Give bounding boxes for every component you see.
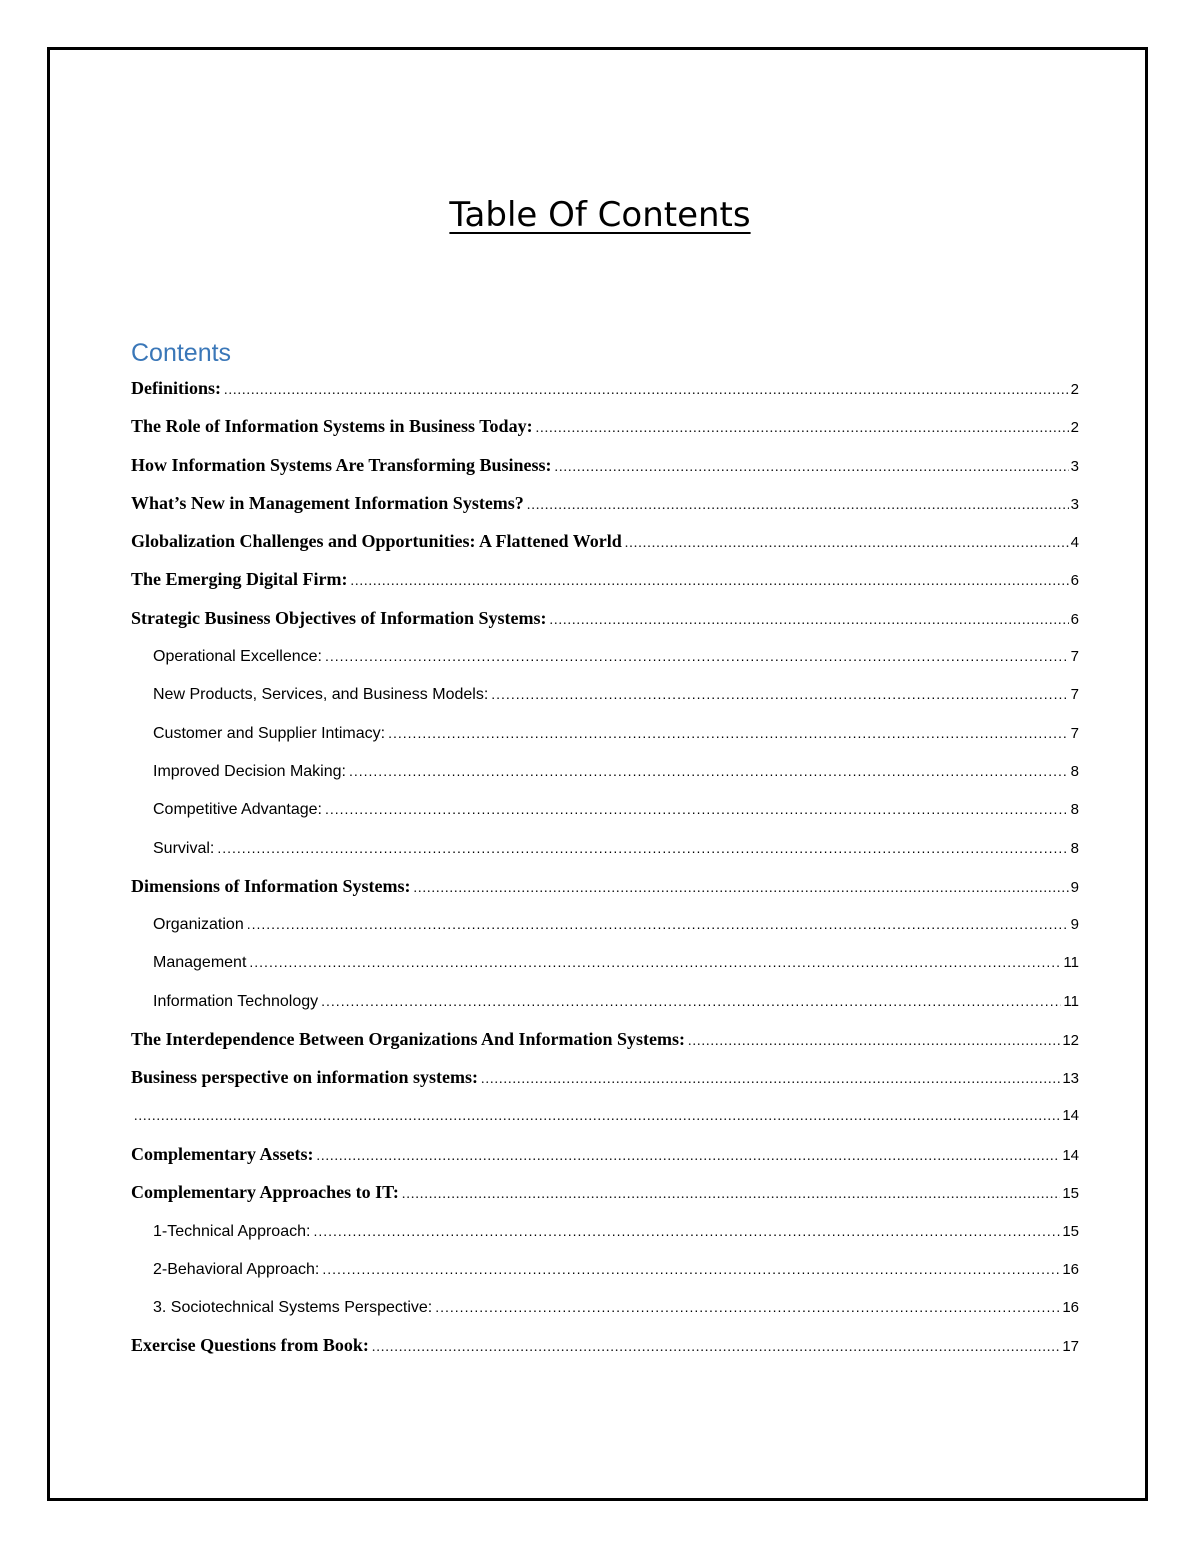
page-title: Table Of Contents	[449, 195, 751, 235]
toc-entry[interactable]	[131, 637, 1079, 675]
toc-entry[interactable]	[131, 1212, 1079, 1250]
toc-entry-label: The Emerging Digital Firm:	[131, 569, 348, 590]
toc-page-number: 11	[1063, 954, 1079, 972]
toc-page-number: 6	[1070, 610, 1079, 628]
toc-entry[interactable]	[131, 1250, 1079, 1288]
toc-entry-label: Definitions:	[131, 378, 221, 398]
toc-dot-leader	[555, 449, 1069, 484]
toc-entry[interactable]	[131, 1058, 1079, 1096]
toc-entry-label: The Interdependence Between Organizations And Information Systems:	[131, 1029, 685, 1050]
toc-entry[interactable]	[131, 407, 1079, 445]
toc-entry[interactable]	[131, 714, 1079, 752]
toc-dot-leader	[321, 982, 1061, 1020]
toc-dot-leader	[217, 829, 1068, 867]
toc-dot-leader	[325, 637, 1069, 675]
toc-dot-leader	[349, 752, 1069, 790]
toc-dot-leader	[688, 1023, 1060, 1058]
toc-page-number: 14	[1062, 1146, 1079, 1164]
toc-entry[interactable]	[131, 790, 1079, 828]
toc-entry-label: Survival:	[153, 839, 215, 857]
toc-entry[interactable]	[131, 1288, 1079, 1326]
toc-entry[interactable]	[131, 1326, 1079, 1364]
toc-page-number: 15	[1062, 1222, 1079, 1240]
toc-dot-leader	[625, 525, 1069, 560]
toc-dot-leader	[527, 487, 1069, 522]
toc-dot-leader	[316, 1138, 1060, 1173]
toc-page-number: 17	[1062, 1338, 1079, 1356]
toc-entry[interactable]	[131, 982, 1079, 1020]
toc-dot-leader	[435, 1288, 1060, 1326]
toc-entry[interactable]	[131, 560, 1079, 598]
toc-page-number: 7	[1070, 648, 1079, 666]
toc-dot-leader	[481, 1061, 1060, 1096]
toc-entry[interactable]	[131, 1135, 1079, 1173]
toc-entry-label: Exercise Questions from Book:	[131, 1335, 369, 1356]
toc-entry-label: 3. Sociotechnical Systems Perspective:	[153, 1299, 433, 1317]
toc-dot-leader	[549, 602, 1068, 637]
toc-entry[interactable]	[131, 943, 1079, 981]
toc-heading: Contents	[131, 339, 232, 367]
toc-dot-leader	[322, 1250, 1060, 1288]
toc-entry-label: 1-Technical Approach:	[153, 1222, 311, 1240]
toc-entry-label: Business perspective on information systems:	[131, 1067, 478, 1088]
toc-entry-label: Complementary Assets:	[131, 1143, 314, 1164]
toc-entry[interactable]	[131, 752, 1079, 790]
toc-dot-leader	[325, 790, 1069, 828]
toc-entry[interactable]	[131, 675, 1079, 713]
toc-entry-label: New Products, Services, and Business Models:	[153, 686, 489, 704]
toc-entry[interactable]	[131, 484, 1079, 522]
toc-entry[interactable]	[131, 1020, 1079, 1058]
toc-page-number: 16	[1062, 1260, 1079, 1278]
toc-entry[interactable]	[131, 522, 1079, 560]
toc-entry-label: How Information Systems Are Transforming Business:	[131, 454, 552, 475]
toc-dot-leader	[536, 410, 1069, 445]
toc-dot-leader	[372, 1329, 1060, 1364]
toc-entry-label: Operational Excellence:	[153, 648, 322, 666]
toc-page-number: 8	[1070, 801, 1079, 819]
toc-entry-label: What’s New in Management Information Systems?	[131, 492, 524, 513]
toc-entry-label: Customer and Supplier Intimacy:	[153, 724, 386, 742]
toc-list	[131, 369, 1079, 1365]
toc-dot-leader	[491, 675, 1068, 713]
toc-entry-label: 2-Behavioral Approach:	[153, 1260, 320, 1278]
toc-entry-label: Improved Decision Making:	[153, 762, 346, 780]
toc-dot-leader	[247, 905, 1069, 943]
toc-entry[interactable]	[131, 1173, 1079, 1211]
toc-page-number: 15	[1062, 1185, 1079, 1203]
toc-dot-leader	[134, 1098, 1060, 1135]
toc-entry[interactable]	[131, 1097, 1079, 1135]
toc-entry-label: Strategic Business Objectives of Information Systems:	[131, 607, 547, 628]
toc-dot-leader	[350, 563, 1068, 598]
toc-entry-label: Competitive Advantage:	[153, 801, 322, 819]
toc-entry-label: Globalization Challenges and Opportunities: A Flattened World	[131, 531, 622, 552]
toc-dot-leader	[388, 714, 1069, 752]
toc-page-number: 8	[1070, 762, 1079, 780]
toc-dot-leader	[224, 372, 1069, 407]
toc-entry-label: Complementary Approaches to IT:	[131, 1182, 399, 1203]
toc-page-number: 3	[1070, 495, 1079, 513]
toc-page-number: 12	[1062, 1032, 1079, 1050]
toc-page-number: 9	[1070, 916, 1079, 934]
toc-dot-leader	[249, 943, 1061, 981]
toc-entry-label: Organization	[153, 916, 244, 934]
toc-entry[interactable]	[131, 369, 1079, 407]
toc-entry-label: Dimensions of Information Systems:	[131, 875, 411, 896]
toc-page-number: 14	[1062, 1106, 1079, 1124]
toc-page-number: 13	[1062, 1070, 1079, 1088]
toc-entry[interactable]	[131, 867, 1079, 905]
toc-entry-label: Information Technology	[153, 992, 319, 1010]
toc-page-number: 2	[1070, 381, 1079, 398]
toc-page-number: 6	[1070, 572, 1079, 590]
toc-entry[interactable]	[131, 599, 1079, 637]
toc-page-number: 7	[1070, 686, 1079, 704]
toc-page-number: 8	[1070, 839, 1079, 857]
toc-page-number: 4	[1070, 534, 1079, 552]
toc-dot-leader	[414, 870, 1069, 905]
toc-dot-leader	[313, 1212, 1060, 1250]
toc-entry[interactable]	[131, 905, 1079, 943]
toc-page-number: 16	[1062, 1299, 1079, 1317]
toc-dot-leader	[402, 1176, 1060, 1211]
toc-page-number: 9	[1070, 878, 1079, 896]
toc-page-number: 3	[1070, 457, 1079, 475]
toc-entry[interactable]	[131, 446, 1079, 484]
toc-entry[interactable]	[131, 829, 1079, 867]
toc-page-number: 11	[1063, 992, 1079, 1010]
toc-entry-label: The Role of Information Systems in Business Today:	[131, 416, 533, 437]
toc-page-number: 7	[1070, 724, 1079, 742]
toc-entry-label: Management	[153, 954, 247, 972]
toc-page-number: 2	[1070, 419, 1079, 437]
